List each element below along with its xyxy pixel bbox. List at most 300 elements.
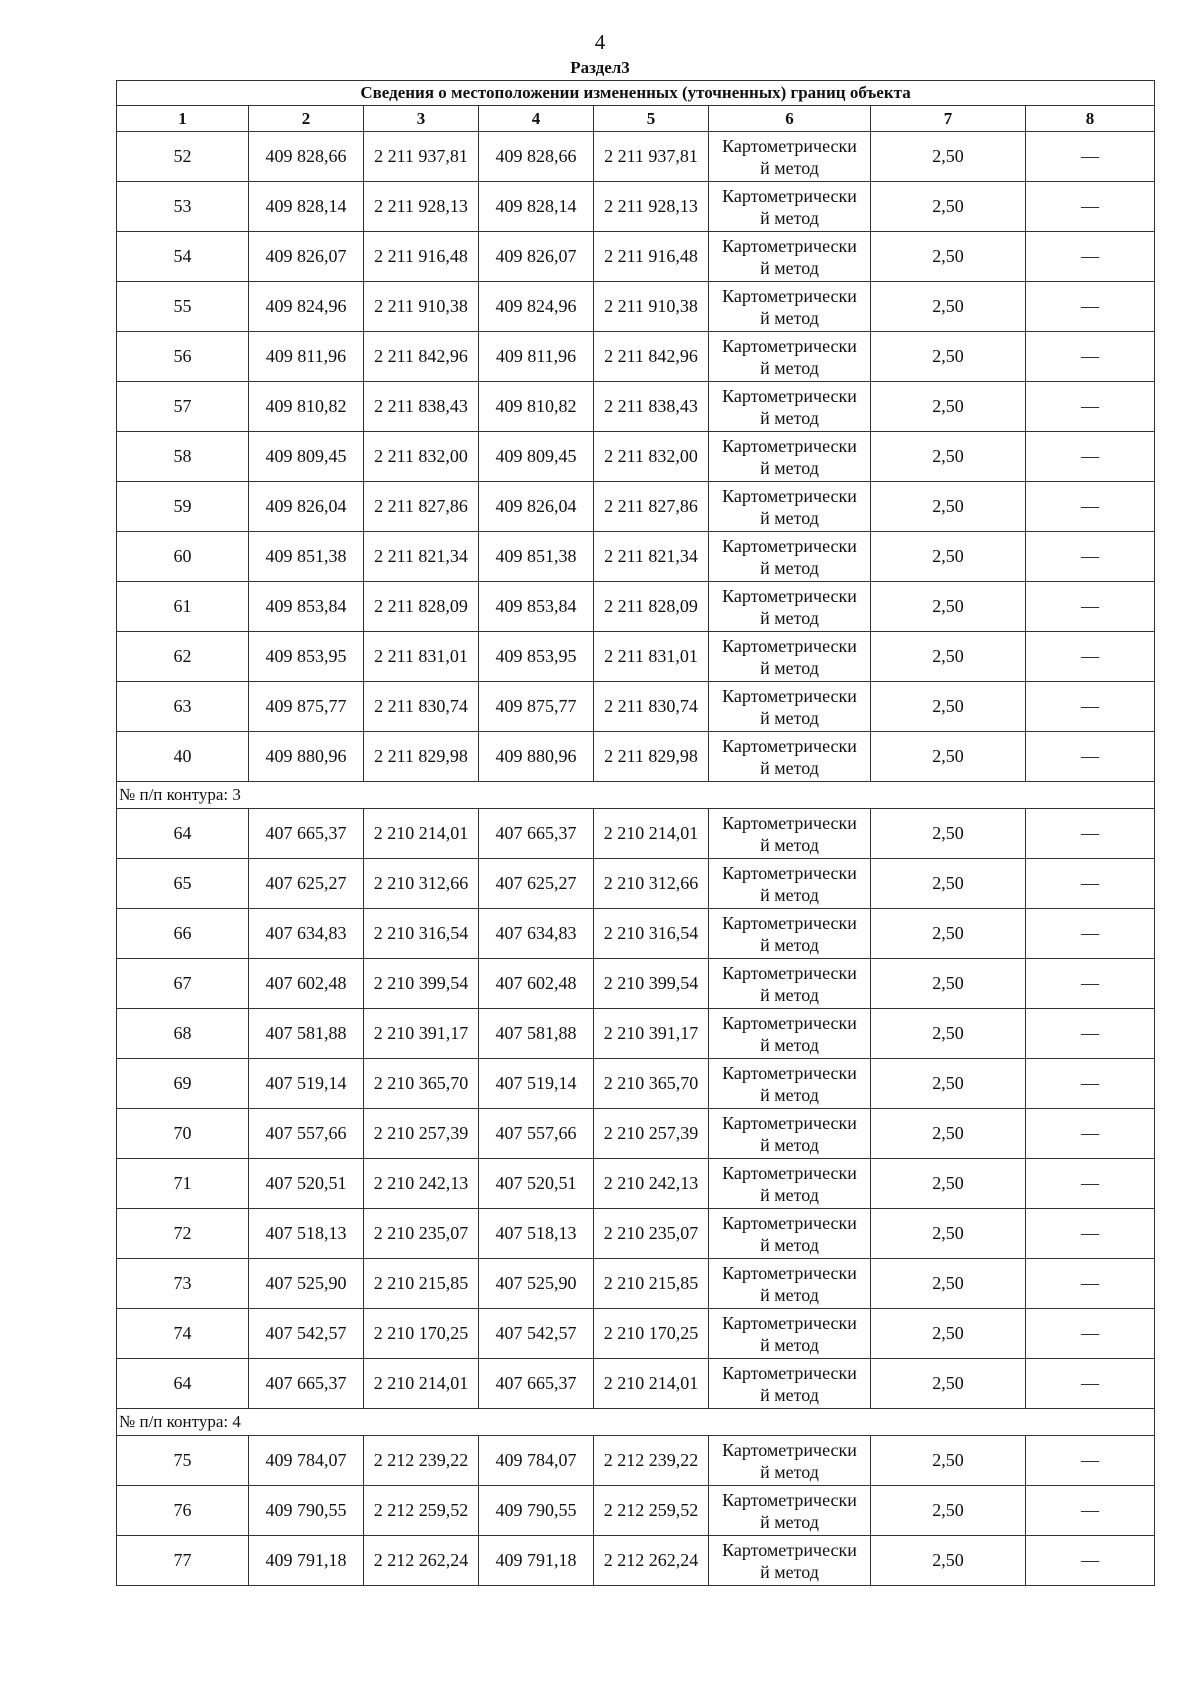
note-cell: — <box>1026 1486 1155 1536</box>
accuracy-cell: 2,50 <box>871 1209 1026 1259</box>
method-cell <box>709 382 871 432</box>
method-text-line1: Картометрически <box>722 912 857 933</box>
point-number-cell: 55 <box>117 282 249 332</box>
note-cell: — <box>1026 1436 1155 1486</box>
y-new-cell: 2 211 928,13 <box>594 182 709 232</box>
y-old-cell: 2 211 830,74 <box>364 682 479 732</box>
y-new-cell: 2 210 365,70 <box>594 1059 709 1109</box>
note-cell: — <box>1026 1259 1155 1309</box>
y-old-cell: 2 211 828,09 <box>364 582 479 632</box>
table-row <box>117 909 1155 959</box>
method-text-line1: Картометрически <box>722 962 857 983</box>
note-cell: — <box>1026 332 1155 382</box>
method-text-line1: Картометрически <box>722 485 857 506</box>
method-text-line2: й метод <box>760 557 819 578</box>
method-text-line1: Картометрически <box>722 535 857 556</box>
method-cell <box>709 1159 871 1209</box>
method-text-line1: Картометрически <box>722 1439 857 1460</box>
method-text-line1: Картометрически <box>722 1012 857 1033</box>
y-old-cell: 2 210 257,39 <box>364 1109 479 1159</box>
x-old-cell: 407 634,83 <box>249 909 364 959</box>
x-new-cell: 409 880,96 <box>479 732 594 782</box>
point-number-cell: 58 <box>117 432 249 482</box>
method-text-line1: Картометрически <box>722 1212 857 1233</box>
table-row <box>117 432 1155 482</box>
method-text-line1: Картометрически <box>722 285 857 306</box>
method-cell <box>709 1486 871 1536</box>
column-header: 8 <box>1026 106 1155 132</box>
y-new-cell: 2 211 838,43 <box>594 382 709 432</box>
method-cell <box>709 1209 871 1259</box>
x-old-cell: 407 525,90 <box>249 1259 364 1309</box>
note-cell: — <box>1026 1059 1155 1109</box>
x-old-cell: 407 542,57 <box>249 1309 364 1359</box>
note-cell: — <box>1026 1009 1155 1059</box>
y-old-cell: 2 211 928,13 <box>364 182 479 232</box>
method-text-line2: й метод <box>760 1284 819 1305</box>
method-text-line2: й метод <box>760 1561 819 1582</box>
table-row <box>117 282 1155 332</box>
point-number-cell: 67 <box>117 959 249 1009</box>
x-old-cell: 407 665,37 <box>249 1359 364 1409</box>
method-text-line2: й метод <box>760 1511 819 1532</box>
table-row <box>117 1109 1155 1159</box>
method-text-line2: й метод <box>760 357 819 378</box>
note-cell: — <box>1026 532 1155 582</box>
x-new-cell: 409 853,84 <box>479 582 594 632</box>
point-number-cell: 71 <box>117 1159 249 1209</box>
x-new-cell: 409 809,45 <box>479 432 594 482</box>
column-number-row <box>117 106 1155 132</box>
table-row <box>117 809 1155 859</box>
y-new-cell: 2 211 832,00 <box>594 432 709 482</box>
table-row <box>117 582 1155 632</box>
y-new-cell: 2 210 399,54 <box>594 959 709 1009</box>
method-text-line1: Картометрически <box>722 335 857 356</box>
method-text-line2: й метод <box>760 834 819 855</box>
method-cell <box>709 859 871 909</box>
accuracy-cell: 2,50 <box>871 132 1026 182</box>
method-cell <box>709 682 871 732</box>
column-header: 6 <box>709 106 871 132</box>
y-new-cell: 2 210 316,54 <box>594 909 709 959</box>
method-text-line2: й метод <box>760 984 819 1005</box>
accuracy-cell: 2,50 <box>871 1309 1026 1359</box>
table-row <box>117 1436 1155 1486</box>
y-old-cell: 2 210 235,07 <box>364 1209 479 1259</box>
point-number-cell: 73 <box>117 1259 249 1309</box>
y-old-cell: 2 210 399,54 <box>364 959 479 1009</box>
x-old-cell: 407 581,88 <box>249 1009 364 1059</box>
point-number-cell: 63 <box>117 682 249 732</box>
point-number-cell: 53 <box>117 182 249 232</box>
method-text-line1: Картометрически <box>722 1162 857 1183</box>
method-text-line1: Картометрически <box>722 1112 857 1133</box>
table-row <box>117 1009 1155 1059</box>
method-text-line1: Картометрически <box>722 1262 857 1283</box>
method-text-line1: Картометрически <box>722 235 857 256</box>
note-cell: — <box>1026 582 1155 632</box>
y-new-cell: 2 211 830,74 <box>594 682 709 732</box>
y-new-cell: 2 210 391,17 <box>594 1009 709 1059</box>
y-old-cell: 2 212 239,22 <box>364 1436 479 1486</box>
note-cell: — <box>1026 232 1155 282</box>
method-cell <box>709 1309 871 1359</box>
method-cell <box>709 232 871 282</box>
x-new-cell: 407 665,37 <box>479 1359 594 1409</box>
y-new-cell: 2 210 170,25 <box>594 1309 709 1359</box>
point-number-cell: 66 <box>117 909 249 959</box>
method-text-line1: Картометрически <box>722 1539 857 1560</box>
table-row <box>117 1359 1155 1409</box>
y-new-cell: 2 210 257,39 <box>594 1109 709 1159</box>
x-old-cell: 407 557,66 <box>249 1109 364 1159</box>
table-row <box>117 1059 1155 1109</box>
point-number-cell: 60 <box>117 532 249 582</box>
x-old-cell: 409 851,38 <box>249 532 364 582</box>
method-text-line2: й метод <box>760 157 819 178</box>
method-text-line2: й метод <box>760 507 819 528</box>
y-old-cell: 2 210 365,70 <box>364 1059 479 1109</box>
y-old-cell: 2 210 391,17 <box>364 1009 479 1059</box>
method-cell <box>709 582 871 632</box>
y-old-cell: 2 211 916,48 <box>364 232 479 282</box>
accuracy-cell: 2,50 <box>871 382 1026 432</box>
y-old-cell: 2 211 832,00 <box>364 432 479 482</box>
method-text-line1: Картометрически <box>722 735 857 756</box>
note-cell: — <box>1026 632 1155 682</box>
note-cell: — <box>1026 1309 1155 1359</box>
section-title: Раздел3 <box>570 58 630 77</box>
accuracy-cell: 2,50 <box>871 432 1026 482</box>
method-text-line2: й метод <box>760 757 819 778</box>
column-header: 3 <box>364 106 479 132</box>
method-cell <box>709 482 871 532</box>
column-header: 1 <box>117 106 249 132</box>
accuracy-cell: 2,50 <box>871 1059 1026 1109</box>
x-old-cell: 409 828,14 <box>249 182 364 232</box>
point-number-cell: 75 <box>117 1436 249 1486</box>
method-text-line2: й метод <box>760 407 819 428</box>
method-cell <box>709 809 871 859</box>
accuracy-cell: 2,50 <box>871 532 1026 582</box>
point-number-cell: 56 <box>117 332 249 382</box>
method-text-line2: й метод <box>760 1034 819 1055</box>
table-row <box>117 1309 1155 1359</box>
x-old-cell: 409 791,18 <box>249 1536 364 1586</box>
accuracy-cell: 2,50 <box>871 482 1026 532</box>
method-text-line1: Картометрически <box>722 435 857 456</box>
table-row <box>117 382 1155 432</box>
y-old-cell: 2 211 827,86 <box>364 482 479 532</box>
y-new-cell: 2 211 827,86 <box>594 482 709 532</box>
method-text-line2: й метод <box>760 1334 819 1355</box>
x-new-cell: 407 525,90 <box>479 1259 594 1309</box>
note-cell: — <box>1026 859 1155 909</box>
table-row <box>117 1209 1155 1259</box>
x-old-cell: 409 826,07 <box>249 232 364 282</box>
x-new-cell: 407 519,14 <box>479 1059 594 1109</box>
x-old-cell: 409 809,45 <box>249 432 364 482</box>
note-cell: — <box>1026 482 1155 532</box>
accuracy-cell: 2,50 <box>871 809 1026 859</box>
note-cell: — <box>1026 682 1155 732</box>
method-cell <box>709 1536 871 1586</box>
y-old-cell: 2 212 259,52 <box>364 1486 479 1536</box>
table-row <box>117 1486 1155 1536</box>
y-old-cell: 2 210 170,25 <box>364 1309 479 1359</box>
y-old-cell: 2 211 831,01 <box>364 632 479 682</box>
x-old-cell: 409 875,77 <box>249 682 364 732</box>
y-new-cell: 2 211 937,81 <box>594 132 709 182</box>
method-cell <box>709 1436 871 1486</box>
method-text-line1: Картометрически <box>722 1312 857 1333</box>
table-row <box>117 632 1155 682</box>
method-cell <box>709 332 871 382</box>
method-text-line2: й метод <box>760 1461 819 1482</box>
method-text-line1: Картометрически <box>722 862 857 883</box>
y-new-cell: 2 211 831,01 <box>594 632 709 682</box>
page-number: 4 <box>594 30 606 54</box>
y-new-cell: 2 210 312,66 <box>594 859 709 909</box>
method-text-line1: Картометрически <box>722 685 857 706</box>
method-cell <box>709 909 871 959</box>
method-text-line1: Картометрически <box>722 812 857 833</box>
method-cell <box>709 132 871 182</box>
table-row <box>117 1259 1155 1309</box>
x-new-cell: 407 602,48 <box>479 959 594 1009</box>
point-number-cell: 61 <box>117 582 249 632</box>
accuracy-cell: 2,50 <box>871 1159 1026 1209</box>
point-number-cell: 68 <box>117 1009 249 1059</box>
method-cell <box>709 1009 871 1059</box>
x-old-cell: 407 602,48 <box>249 959 364 1009</box>
x-old-cell: 409 824,96 <box>249 282 364 332</box>
y-old-cell: 2 211 910,38 <box>364 282 479 332</box>
column-header: 7 <box>871 106 1026 132</box>
x-new-cell: 409 811,96 <box>479 332 594 382</box>
y-new-cell: 2 211 828,09 <box>594 582 709 632</box>
note-cell: — <box>1026 1159 1155 1209</box>
point-number-cell: 40 <box>117 732 249 782</box>
y-new-cell: 2 211 916,48 <box>594 232 709 282</box>
y-old-cell: 2 211 937,81 <box>364 132 479 182</box>
x-new-cell: 409 790,55 <box>479 1486 594 1536</box>
accuracy-cell: 2,50 <box>871 282 1026 332</box>
point-number-cell: 59 <box>117 482 249 532</box>
note-cell: — <box>1026 382 1155 432</box>
y-new-cell: 2 210 215,85 <box>594 1259 709 1309</box>
y-old-cell: 2 211 838,43 <box>364 382 479 432</box>
table-body <box>117 132 1155 1586</box>
accuracy-cell: 2,50 <box>871 1359 1026 1409</box>
method-cell <box>709 732 871 782</box>
note-cell: — <box>1026 909 1155 959</box>
accuracy-cell: 2,50 <box>871 1486 1026 1536</box>
method-cell <box>709 182 871 232</box>
method-text-line1: Картометрически <box>722 135 857 156</box>
x-old-cell: 407 520,51 <box>249 1159 364 1209</box>
x-old-cell: 407 518,13 <box>249 1209 364 1259</box>
x-new-cell: 407 542,57 <box>479 1309 594 1359</box>
y-new-cell: 2 210 242,13 <box>594 1159 709 1209</box>
point-number-cell: 64 <box>117 809 249 859</box>
note-cell: — <box>1026 959 1155 1009</box>
accuracy-cell: 2,50 <box>871 582 1026 632</box>
method-text-line2: й метод <box>760 1084 819 1105</box>
y-new-cell: 2 211 829,98 <box>594 732 709 782</box>
y-new-cell: 2 210 214,01 <box>594 1359 709 1409</box>
method-cell <box>709 632 871 682</box>
contour-label: № п/п контура: 4 <box>117 1409 1155 1436</box>
x-new-cell: 409 810,82 <box>479 382 594 432</box>
note-cell: — <box>1026 1109 1155 1159</box>
point-number-cell: 64 <box>117 1359 249 1409</box>
x-old-cell: 409 826,04 <box>249 482 364 532</box>
method-text-line2: й метод <box>760 934 819 955</box>
table-row <box>117 959 1155 1009</box>
method-cell <box>709 532 871 582</box>
table-row <box>117 232 1155 282</box>
x-new-cell: 409 791,18 <box>479 1536 594 1586</box>
method-text-line2: й метод <box>760 207 819 228</box>
x-new-cell: 409 853,95 <box>479 632 594 682</box>
y-new-cell: 2 212 262,24 <box>594 1536 709 1586</box>
method-text-line2: й метод <box>760 657 819 678</box>
table-row <box>117 332 1155 382</box>
x-new-cell: 409 875,77 <box>479 682 594 732</box>
point-number-cell: 70 <box>117 1109 249 1159</box>
y-old-cell: 2 210 242,13 <box>364 1159 479 1209</box>
accuracy-cell: 2,50 <box>871 1009 1026 1059</box>
x-new-cell: 409 828,14 <box>479 182 594 232</box>
y-old-cell: 2 210 312,66 <box>364 859 479 909</box>
method-cell <box>709 282 871 332</box>
y-old-cell: 2 210 215,85 <box>364 1259 479 1309</box>
y-new-cell: 2 210 235,07 <box>594 1209 709 1259</box>
method-cell <box>709 1359 871 1409</box>
x-old-cell: 409 811,96 <box>249 332 364 382</box>
note-cell: — <box>1026 809 1155 859</box>
y-old-cell: 2 211 821,34 <box>364 532 479 582</box>
table-row <box>117 182 1155 232</box>
method-cell <box>709 432 871 482</box>
note-cell: — <box>1026 732 1155 782</box>
accuracy-cell: 2,50 <box>871 1436 1026 1486</box>
accuracy-cell: 2,50 <box>871 1259 1026 1309</box>
method-text-line2: й метод <box>760 707 819 728</box>
x-old-cell: 409 784,07 <box>249 1436 364 1486</box>
accuracy-cell: 2,50 <box>871 732 1026 782</box>
x-new-cell: 409 828,66 <box>479 132 594 182</box>
accuracy-cell: 2,50 <box>871 632 1026 682</box>
accuracy-cell: 2,50 <box>871 682 1026 732</box>
method-cell <box>709 1259 871 1309</box>
point-number-cell: 77 <box>117 1536 249 1586</box>
table-row <box>117 1536 1155 1586</box>
x-new-cell: 409 824,96 <box>479 282 594 332</box>
y-old-cell: 2 211 829,98 <box>364 732 479 782</box>
method-cell <box>709 1059 871 1109</box>
accuracy-cell: 2,50 <box>871 232 1026 282</box>
note-cell: — <box>1026 132 1155 182</box>
y-new-cell: 2 211 842,96 <box>594 332 709 382</box>
note-cell: — <box>1026 432 1155 482</box>
table-title: Сведения о местоположении измененных (уточненных) границ объекта <box>117 81 1155 106</box>
contour-label: № п/п контура: 3 <box>117 782 1155 809</box>
y-old-cell: 2 212 262,24 <box>364 1536 479 1586</box>
y-new-cell: 2 212 259,52 <box>594 1486 709 1536</box>
table-title-row <box>117 81 1155 106</box>
point-number-cell: 65 <box>117 859 249 909</box>
y-new-cell: 2 212 239,22 <box>594 1436 709 1486</box>
column-header: 4 <box>479 106 594 132</box>
note-cell: — <box>1026 182 1155 232</box>
x-new-cell: 409 826,04 <box>479 482 594 532</box>
x-new-cell: 407 634,83 <box>479 909 594 959</box>
method-text-line2: й метод <box>760 1234 819 1255</box>
contour-header-row <box>117 782 1155 809</box>
table-row <box>117 732 1155 782</box>
x-new-cell: 409 784,07 <box>479 1436 594 1486</box>
x-old-cell: 409 853,95 <box>249 632 364 682</box>
point-number-cell: 54 <box>117 232 249 282</box>
x-old-cell: 407 665,37 <box>249 809 364 859</box>
method-text-line1: Картометрически <box>722 1062 857 1083</box>
column-header: 2 <box>249 106 364 132</box>
x-new-cell: 409 851,38 <box>479 532 594 582</box>
note-cell: — <box>1026 1536 1155 1586</box>
method-text-line2: й метод <box>760 307 819 328</box>
x-new-cell: 407 581,88 <box>479 1009 594 1059</box>
y-new-cell: 2 210 214,01 <box>594 809 709 859</box>
point-number-cell: 76 <box>117 1486 249 1536</box>
method-text-line2: й метод <box>760 257 819 278</box>
table-row <box>117 482 1155 532</box>
table-row <box>117 859 1155 909</box>
accuracy-cell: 2,50 <box>871 1109 1026 1159</box>
x-old-cell: 409 880,96 <box>249 732 364 782</box>
y-old-cell: 2 210 316,54 <box>364 909 479 959</box>
table-row <box>117 1159 1155 1209</box>
method-text-line1: Картометрически <box>722 1362 857 1383</box>
x-new-cell: 409 826,07 <box>479 232 594 282</box>
x-new-cell: 407 665,37 <box>479 809 594 859</box>
method-cell <box>709 1109 871 1159</box>
point-number-cell: 74 <box>117 1309 249 1359</box>
x-old-cell: 409 853,84 <box>249 582 364 632</box>
x-new-cell: 407 625,27 <box>479 859 594 909</box>
accuracy-cell: 2,50 <box>871 1536 1026 1586</box>
x-old-cell: 407 519,14 <box>249 1059 364 1109</box>
column-header: 5 <box>594 106 709 132</box>
x-old-cell: 409 828,66 <box>249 132 364 182</box>
method-text-line2: й метод <box>760 457 819 478</box>
x-new-cell: 407 557,66 <box>479 1109 594 1159</box>
point-number-cell: 57 <box>117 382 249 432</box>
accuracy-cell: 2,50 <box>871 959 1026 1009</box>
method-text-line1: Картометрически <box>722 1489 857 1510</box>
y-old-cell: 2 211 842,96 <box>364 332 479 382</box>
y-new-cell: 2 211 821,34 <box>594 532 709 582</box>
table-row <box>117 132 1155 182</box>
point-number-cell: 62 <box>117 632 249 682</box>
point-number-cell: 69 <box>117 1059 249 1109</box>
x-old-cell: 409 790,55 <box>249 1486 364 1536</box>
accuracy-cell: 2,50 <box>871 332 1026 382</box>
table-row <box>117 532 1155 582</box>
x-old-cell: 409 810,82 <box>249 382 364 432</box>
